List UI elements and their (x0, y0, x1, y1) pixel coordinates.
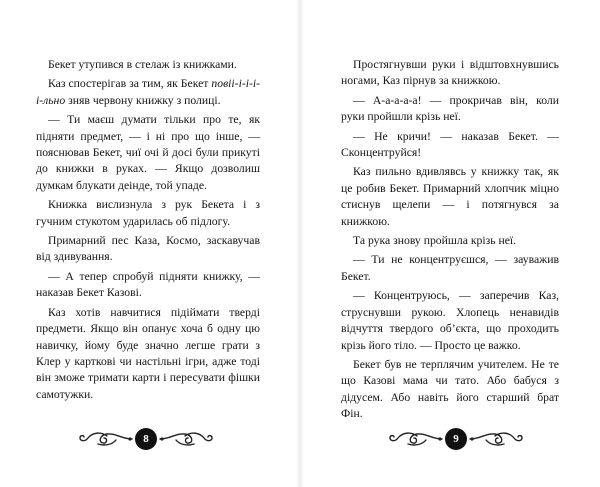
paragraph: Книжка вислизнула з рук Бекета і з гучним стукотом ударилась об підлогу. (36, 198, 260, 228)
page-number-badge: 9 (445, 428, 467, 450)
paragraph: — А тепер спробуй підняти книжку, — наказав Бекет Казові. (36, 269, 260, 300)
left-page-text (36, 57, 260, 406)
paragraph: Каз пильно вдивлявсь у книжку так, як це робив Бекет. Примарний хлопчик міцно стиснув щелепи — і потягнувся за книжкою. (341, 165, 559, 228)
paragraph: — А-а-а-а-а! — прокричав він, коли руки пройшли крізь неї. (341, 93, 559, 124)
paragraph: — Концентруюсь, — заперечив Каз, струснувши рукою. Хлопець ненавидів відчуття твердого об’єкта, що проходить крізь його тіло. — Просто це важко. (341, 289, 559, 352)
paragraph: — Ти маєш думати тільки про те, як підняти предмет, — і ні про що інше, — пояснював Бекет, чиї очі й досі були прикуті до книжки в руках. — Якщо дозволиш думкам блукати деінде, той упаде. (36, 113, 260, 192)
paragraph: Каз хотів навчитися підіймати тверді предмети. Якщо він опанує хоча б одну цю навичку, йому буде значно легше грати з Клер у карткові чи настільні ігри, адже тоді він зможе тримати карти і пересувати фішки самотужки. (36, 305, 260, 401)
paragraph: Та рука знову пройшла крізь неї. (353, 234, 517, 248)
page-number-ornament (386, 424, 526, 452)
right-page (300, 0, 600, 487)
paragraph: Бекет утупився в стелаж із книжками. (48, 58, 237, 71)
paragraph: Каз спостерігав за тим, як Бекет повіі-і-і-і-і-льно зняв червону книжку з полиці. (36, 77, 260, 107)
page-number-ornament (76, 424, 216, 452)
emphasis: повіі-і-і-і-і-льно (36, 77, 260, 107)
paragraph: Простягнувши руки і відштовхнувшись ногами, Каз пірнув за книжкою. (341, 58, 559, 88)
paragraph: Бекет був не терплячим учителем. Не те що Казові мама чи тато. Або бабуся з дідусем. Або навіть його старший брат Фін. (341, 357, 559, 421)
right-page-text (341, 57, 559, 426)
paragraph: Примарний пес Каза, Космо, заскавучав від здивування. (36, 234, 260, 264)
paragraph: — Ти не концентруєшся, — зауважив Бекет. (341, 253, 559, 283)
page-number-badge: 8 (135, 428, 157, 450)
paragraph: — Не кричи! — наказав Бекет. — Сконцентруйся! (341, 129, 559, 160)
